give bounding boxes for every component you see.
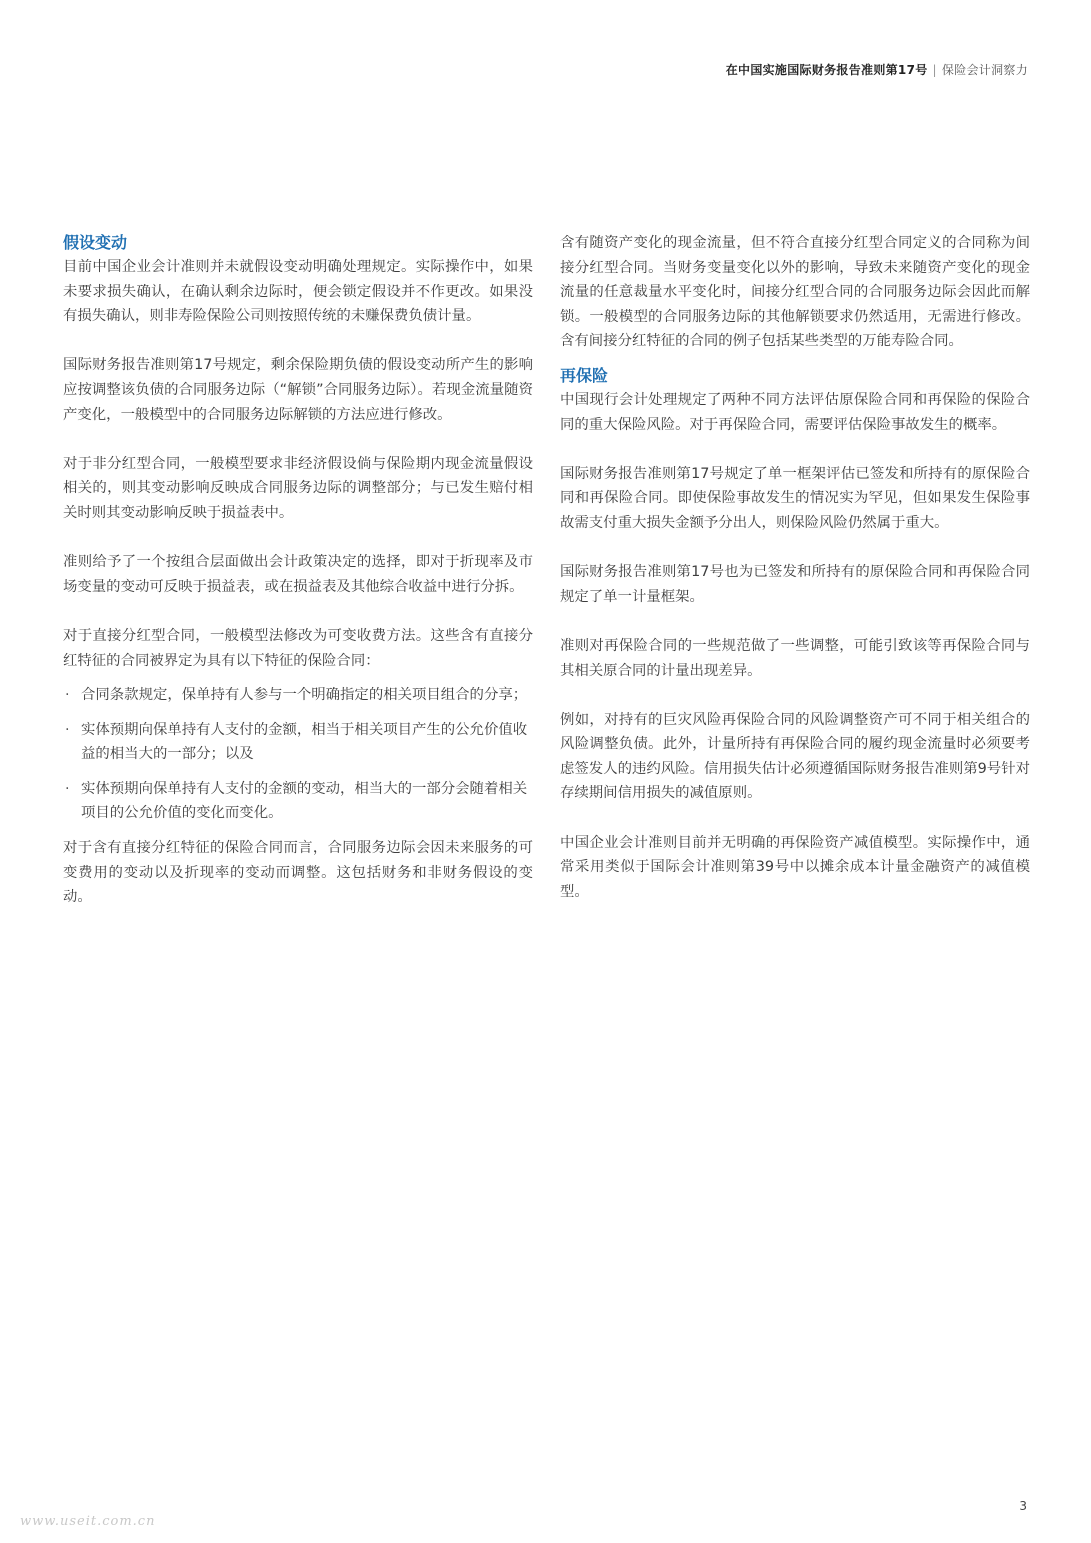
paragraph: 准则给予了一个按组合层面做出会计政策决定的选择，即对于折现率及市场变量的变动可反映于损益表，或在损益表及其他综合收益中进行分拆。 xyxy=(63,554,533,595)
paragraph: 目前中国企业会计准则并未就假设变动明确处理规定。实际操作中，如果未要求损失确认，在确认剩余边际时，便会锁定假设并不作更改。如果没有损失确认，则非寿险保险公司则按照传统的未赚保费负债计量。 xyxy=(63,259,533,325)
list-item xyxy=(63,777,533,826)
header-separator: | xyxy=(932,63,937,77)
list-item xyxy=(63,718,533,767)
paragraph: 对于直接分红型合同，一般模型法修改为可变收费方法。这些含有直接分红特征的合同被界定为具有以下特征的保险合同： xyxy=(63,627,533,669)
paragraph: 对于非分红型合同，一般模型要求非经济假设倘与保险期内现金流量假设相关的，则其变动影响反映成合同服务边际的调整部分；与已发生赔付相关时则其变动影响反映于损益表中。 xyxy=(63,455,533,521)
paragraph: 国际财务报告准则第17号规定，剩余保险期负债的假设变动所产生的影响应按调整该负债的合同服务边际（“解锁”合同服务边际）。若现金流量随资产变化，一般模型中的合同服务边际解锁的方法应进行修改。 xyxy=(63,357,533,423)
paragraph: 对于含有直接分红特征的保险合同而言，合同服务边际会因未来服务的可变费用的变动以及折现率的变动而调整。这包括财务和非财务假设的变动。 xyxy=(63,840,533,906)
section-heading-reinsurance: 再保险 xyxy=(560,365,609,385)
section-heading-assumption-changes: 假设变动 xyxy=(63,233,128,252)
right-column xyxy=(560,231,1030,929)
watermark: www.useit.com.cn xyxy=(20,1514,156,1529)
paragraph: 例如，对持有的巨灾风险再保险合同的风险调整资产可不同于相关组合的风险调整负债。此外，计量所持有再保险合同的履约现金流量时必须要考虑签发人的违约风险。信用损失估计必须遵循国际财务报告准则第9号针对存续期间信用损失的减值原则。 xyxy=(560,711,1030,802)
header-subtitle: 保险会计洞察力 xyxy=(941,63,1028,77)
paragraph: 含有随资产变化的现金流量，但不符合直接分红型合同定义的合同称为间接分红型合同。当财务变量变化以外的影响，导致未来随资产变化的现金流量的任意裁量水平变化时，间接分红型合同的合同服务边际会因此而解锁。一般模型的合同服务边际的其他解锁要求仍然适用，无需进行修改。含有间接分红特征的合同的例子包括某些类型的万能寿险合同。 xyxy=(560,235,1030,350)
header-title: 在中国实施国际财务报告准则第17号 xyxy=(725,63,928,77)
bullet-icon: · xyxy=(65,687,70,704)
paragraph: 国际财务报告准则第17号规定了单一框架评估已签发和所持有的原保险合同和再保险合同。即使保险事故发生的情况实为罕见，但如果发生保险事故需支付重大损失金额予分出人，则保险风险仍然属于重大。 xyxy=(560,465,1030,531)
paragraph: 中国企业会计准则目前并无明确的再保险资产减值模型。实际操作中，通常采用类似于国际会计准则第39号中以摊余成本计量金融资产的减值模型。 xyxy=(560,834,1030,900)
page-number: 3 xyxy=(1019,1499,1027,1513)
feature-list xyxy=(63,683,533,826)
bullet-icon: · xyxy=(65,721,70,738)
running-header xyxy=(726,61,1028,78)
list-item-text: 合同条款规定，保单持有人参与一个明确指定的相关项目组合的分享； xyxy=(81,687,528,704)
bullet-icon: · xyxy=(65,780,70,797)
list-item-text: 实体预期向保单持有人支付的金额，相当于相关项目产生的公允价值收益的相当大的一部分；以及 xyxy=(81,721,528,763)
paragraph: 国际财务报告准则第17号也为已签发和所持有的原保险合同和再保险合同规定了单一计量框架。 xyxy=(560,564,1030,605)
paragraph: 中国现行会计处理规定了两种不同方法评估原保险合同和再保险的保险合同的重大保险风险。对于再保险合同，需要评估保险事故发生的概率。 xyxy=(560,391,1030,433)
paragraph: 准则对再保险合同的一些规范做了一些调整，可能引致该等再保险合同与其相关原合同的计量出现差异。 xyxy=(560,637,1030,679)
list-item-text: 实体预期向保单持有人支付的金额的变动，相当大的一部分会随着相关项目的公允价值的变化而变化。 xyxy=(81,780,528,822)
left-column xyxy=(63,231,533,934)
list-item xyxy=(63,683,533,708)
